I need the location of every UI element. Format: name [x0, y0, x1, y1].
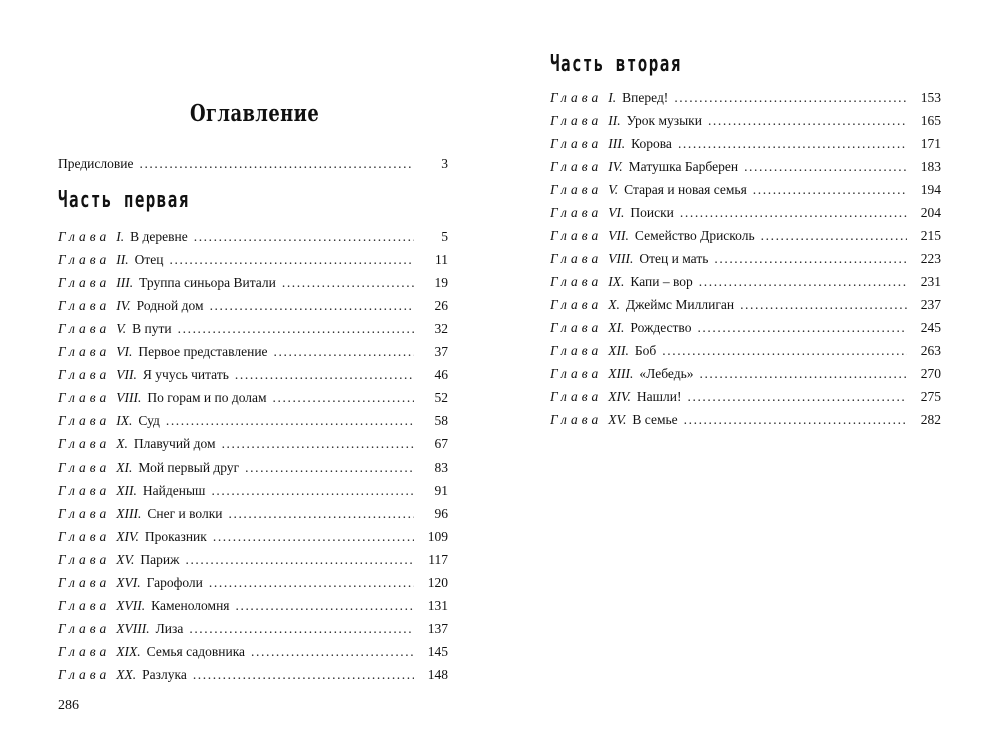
- chapter-page-number: 148: [427, 666, 448, 682]
- chapter-title: Я учусь читать: [142, 367, 229, 383]
- chapter-label: Глава: [58, 413, 111, 429]
- chapter-entry: [550, 88, 941, 108]
- chapter-number: XIV.: [116, 528, 139, 544]
- chapter-page-number: 37: [434, 344, 448, 360]
- chapter-label: Глава: [58, 643, 111, 659]
- chapter-label: Глава: [550, 159, 603, 174]
- chapter-page-number: 131: [427, 597, 448, 613]
- chapter-label: Глава: [550, 182, 603, 197]
- chapter-number: II.: [116, 252, 129, 268]
- chapter-label: Глава: [550, 205, 603, 220]
- part-two-heading: Часть вторая: [550, 52, 682, 77]
- chapter-number: IV.: [608, 159, 623, 174]
- chapter-title: Проказник: [144, 528, 207, 544]
- chapter-title: Отец и мать: [639, 251, 709, 266]
- chapter-title: Рождество: [630, 320, 692, 335]
- chapter-entry: [58, 319, 448, 339]
- chapter-page-number: 270: [920, 366, 941, 381]
- chapter-number: XVI.: [116, 574, 141, 590]
- chapter-title: Боб: [634, 343, 657, 358]
- chapter-number: VII.: [116, 367, 137, 383]
- chapter-title: Париж: [140, 551, 180, 567]
- chapter-label: Глава: [550, 366, 603, 381]
- chapter-page-number: 137: [427, 620, 448, 636]
- chapter-entry: [58, 273, 448, 293]
- chapter-entry: [550, 134, 941, 154]
- chapter-entry: [58, 296, 448, 316]
- chapter-entry: [550, 364, 941, 384]
- dot-leader: [714, 249, 907, 269]
- dot-leader: [166, 411, 414, 431]
- chapter-page-number: 231: [920, 274, 941, 289]
- chapter-entry: [58, 596, 448, 616]
- chapter-label: Глава: [58, 551, 111, 567]
- chapter-label: Глава: [550, 297, 603, 312]
- chapter-page-number: 46: [434, 367, 448, 383]
- chapter-entry: [550, 180, 941, 200]
- chapter-label: Глава: [58, 505, 111, 521]
- chapter-number: XV.: [608, 412, 627, 427]
- chapter-label: Глава: [58, 597, 111, 613]
- chapter-entry: [550, 203, 941, 223]
- dot-leader: [213, 527, 414, 547]
- chapter-title: Родной дом: [136, 298, 204, 314]
- chapter-label: Глава: [58, 321, 111, 337]
- chapter-title: Вперед!: [622, 90, 669, 105]
- chapter-title: Корова: [631, 136, 672, 151]
- chapter-page-number: 120: [427, 574, 448, 590]
- chapter-title: Снег и волки: [147, 505, 223, 521]
- chapter-page-number: 194: [920, 182, 941, 197]
- chapter-number: II.: [608, 113, 621, 128]
- chapter-title: Джеймс Миллиган: [625, 297, 735, 312]
- preface-page-number: 3: [441, 156, 448, 171]
- dot-leader: [139, 154, 414, 174]
- chapter-number: X.: [608, 297, 620, 312]
- dot-leader: [194, 227, 414, 247]
- chapter-entry: [58, 388, 448, 408]
- chapter-title: Семейство Дрисколь: [634, 228, 755, 243]
- chapter-label: Глава: [58, 298, 111, 314]
- dot-leader: [222, 434, 414, 454]
- chapter-page-number: 19: [434, 275, 448, 291]
- chapter-label: Глава: [550, 412, 603, 427]
- dot-leader: [662, 341, 907, 361]
- chapter-label: Глава: [550, 274, 603, 289]
- chapter-label: Глава: [58, 620, 111, 636]
- chapter-number: XIX.: [116, 643, 141, 659]
- chapter-label: Глава: [58, 528, 111, 544]
- chapter-entry: [550, 295, 941, 315]
- chapter-number: VIII.: [608, 251, 634, 266]
- chapter-number: XI.: [608, 320, 625, 335]
- chapter-title: «Лебедь»: [639, 366, 694, 381]
- chapter-page-number: 5: [441, 229, 448, 244]
- chapter-label: Глава: [550, 320, 603, 335]
- chapter-title: Матушка Барберен: [628, 159, 739, 174]
- chapter-label: Глава: [58, 275, 111, 291]
- dot-leader: [274, 342, 414, 362]
- preface-title: Предисловие: [58, 156, 134, 171]
- dot-leader: [678, 134, 907, 154]
- chapter-entry: [550, 249, 941, 269]
- chapter-entry: [58, 619, 448, 639]
- dot-leader: [674, 88, 907, 108]
- right-page: [500, 0, 1000, 750]
- dot-leader: [699, 272, 907, 292]
- chapter-title: Плавучий дом: [133, 436, 216, 452]
- dot-leader: [684, 410, 907, 430]
- chapter-label: Глава: [58, 344, 111, 360]
- chapter-label: Глава: [58, 390, 111, 406]
- dot-leader: [688, 387, 908, 407]
- dot-leader: [708, 111, 907, 131]
- dot-leader: [680, 203, 907, 223]
- chapter-title: Мой первый друг: [138, 459, 240, 475]
- dot-leader: [699, 364, 907, 384]
- chapter-title: В пути: [132, 321, 172, 337]
- chapter-label: Глава: [58, 436, 111, 452]
- chapter-number: VIII.: [116, 390, 142, 406]
- chapter-number: XII.: [116, 482, 137, 498]
- chapter-title: Отец: [134, 252, 164, 268]
- chapter-number: I.: [116, 229, 125, 244]
- chapter-entry: [58, 665, 448, 685]
- chapter-title: Разлука: [142, 666, 187, 682]
- dot-leader: [273, 388, 414, 408]
- chapter-entry: [58, 227, 448, 247]
- chapter-page-number: 52: [434, 390, 448, 406]
- chapter-label: Глава: [58, 459, 111, 475]
- chapter-entry: [58, 481, 448, 501]
- chapter-title: Суд: [138, 413, 160, 429]
- chapter-entry: [550, 318, 941, 338]
- dot-leader: [236, 596, 415, 616]
- dot-leader: [170, 250, 414, 270]
- chapter-number: VI.: [116, 344, 133, 360]
- chapter-title: Лиза: [155, 620, 184, 636]
- chapter-label: Глава: [550, 228, 603, 243]
- chapter-page-number: 183: [920, 159, 941, 174]
- chapter-number: VII.: [608, 228, 629, 243]
- chapter-label: Глава: [58, 252, 111, 268]
- chapter-entry: [58, 434, 448, 454]
- dot-leader: [744, 157, 907, 177]
- chapter-entry: [550, 226, 941, 246]
- chapter-title: Найденыш: [142, 482, 206, 498]
- chapter-number: XII.: [608, 343, 629, 358]
- chapter-number: X.: [116, 436, 128, 452]
- chapter-page-number: 91: [434, 482, 448, 498]
- chapter-page-number: 153: [920, 90, 941, 105]
- chapter-page-number: 58: [434, 413, 448, 429]
- chapter-page-number: 109: [427, 528, 448, 544]
- chapter-page-number: 275: [920, 389, 941, 404]
- chapter-entry: [550, 157, 941, 177]
- chapter-title: Первое представление: [138, 344, 268, 360]
- dot-leader: [229, 504, 415, 524]
- chapter-page-number: 282: [920, 412, 941, 427]
- chapter-number: III.: [116, 275, 134, 291]
- chapter-label: Глава: [550, 113, 603, 128]
- chapter-page-number: 67: [434, 436, 448, 452]
- chapter-label: Глава: [550, 251, 603, 266]
- chapter-label: Глава: [58, 574, 111, 590]
- dot-leader: [761, 226, 907, 246]
- dot-leader: [282, 273, 414, 293]
- chapter-title: По горам и по долам: [147, 390, 267, 406]
- chapter-entry: [550, 410, 941, 430]
- dot-leader: [245, 458, 414, 478]
- chapter-entry: [550, 111, 941, 131]
- chapter-number: XI.: [116, 459, 133, 475]
- chapter-title: Нашли!: [636, 389, 682, 404]
- chapter-title: Урок музыки: [626, 113, 702, 128]
- chapter-page-number: 263: [920, 343, 941, 358]
- dot-leader: [189, 619, 414, 639]
- chapter-number: VI.: [608, 205, 625, 220]
- chapter-number: XIII.: [608, 366, 634, 381]
- chapter-entry: [58, 642, 448, 662]
- chapter-page-number: 165: [920, 113, 941, 128]
- folio-page-number: 286: [58, 698, 79, 713]
- chapter-label: Глава: [58, 229, 111, 244]
- dot-leader: [211, 481, 414, 501]
- chapter-entry: [58, 527, 448, 547]
- chapter-label: Глава: [550, 389, 603, 404]
- chapter-entry: [58, 250, 448, 270]
- chapter-entry: [58, 504, 448, 524]
- part-one-heading: Часть первая: [58, 188, 190, 213]
- dot-leader: [740, 295, 907, 315]
- chapter-number: XX.: [116, 666, 137, 682]
- chapter-number: IV.: [116, 298, 131, 314]
- chapter-page-number: 171: [920, 136, 941, 151]
- chapter-title: Гарофоли: [146, 574, 203, 590]
- chapter-number: V.: [608, 182, 619, 197]
- chapter-page-number: 245: [920, 320, 941, 335]
- chapter-page-number: 32: [434, 321, 448, 337]
- chapter-entry: [58, 411, 448, 431]
- chapter-number: XIV.: [608, 389, 631, 404]
- chapter-title: Семья садовника: [146, 643, 246, 659]
- chapter-number: I.: [608, 90, 617, 105]
- toc-title: Оглавление: [190, 100, 320, 127]
- chapter-label: Глава: [58, 666, 111, 682]
- dot-leader: [210, 296, 414, 316]
- chapter-page-number: 26: [434, 298, 448, 314]
- chapter-label: Глава: [550, 136, 603, 151]
- dot-leader: [193, 665, 414, 685]
- chapter-label: Глава: [550, 90, 603, 105]
- chapter-number: III.: [608, 136, 626, 151]
- preface-entry: [58, 154, 448, 174]
- chapter-entry: [58, 342, 448, 362]
- chapter-entry: [550, 341, 941, 361]
- chapter-number: V.: [116, 321, 127, 337]
- chapter-number: XV.: [116, 551, 135, 567]
- chapter-label: Глава: [58, 367, 111, 383]
- chapter-number: IX.: [116, 413, 133, 429]
- dot-leader: [185, 550, 414, 570]
- chapter-label: Глава: [550, 343, 603, 358]
- chapter-entry: [550, 387, 941, 407]
- chapter-number: XVII.: [116, 597, 146, 613]
- chapter-title: Поиски: [630, 205, 674, 220]
- dot-leader: [209, 573, 414, 593]
- dot-leader: [697, 318, 907, 338]
- chapter-page-number: 215: [920, 228, 941, 243]
- chapter-entry: [58, 573, 448, 593]
- chapter-title: Старая и новая семья: [624, 182, 747, 197]
- chapter-title: Капи – вор: [630, 274, 693, 289]
- chapter-entry: [58, 458, 448, 478]
- chapter-number: XIII.: [116, 505, 142, 521]
- dot-leader: [753, 180, 907, 200]
- chapter-page-number: 96: [434, 505, 448, 521]
- chapter-page-number: 83: [434, 459, 448, 475]
- chapter-number: XVIII.: [116, 620, 150, 636]
- dot-leader: [251, 642, 414, 662]
- chapter-page-number: 11: [435, 252, 448, 268]
- chapter-page-number: 145: [427, 643, 448, 659]
- chapter-label: Глава: [58, 482, 111, 498]
- dot-leader: [178, 319, 414, 339]
- dot-leader: [235, 365, 414, 385]
- chapter-page-number: 117: [428, 551, 448, 567]
- chapter-title: Каменоломня: [151, 597, 230, 613]
- chapter-number: IX.: [608, 274, 625, 289]
- chapter-page-number: 223: [920, 251, 941, 266]
- chapter-entry: [550, 272, 941, 292]
- chapter-page-number: 204: [920, 205, 941, 220]
- chapter-page-number: 237: [920, 297, 941, 312]
- chapter-entry: [58, 365, 448, 385]
- chapter-title: В деревне: [130, 229, 188, 244]
- chapter-title: В семье: [632, 412, 678, 427]
- chapter-title: Труппа синьора Витали: [139, 275, 276, 291]
- chapter-entry: [58, 550, 448, 570]
